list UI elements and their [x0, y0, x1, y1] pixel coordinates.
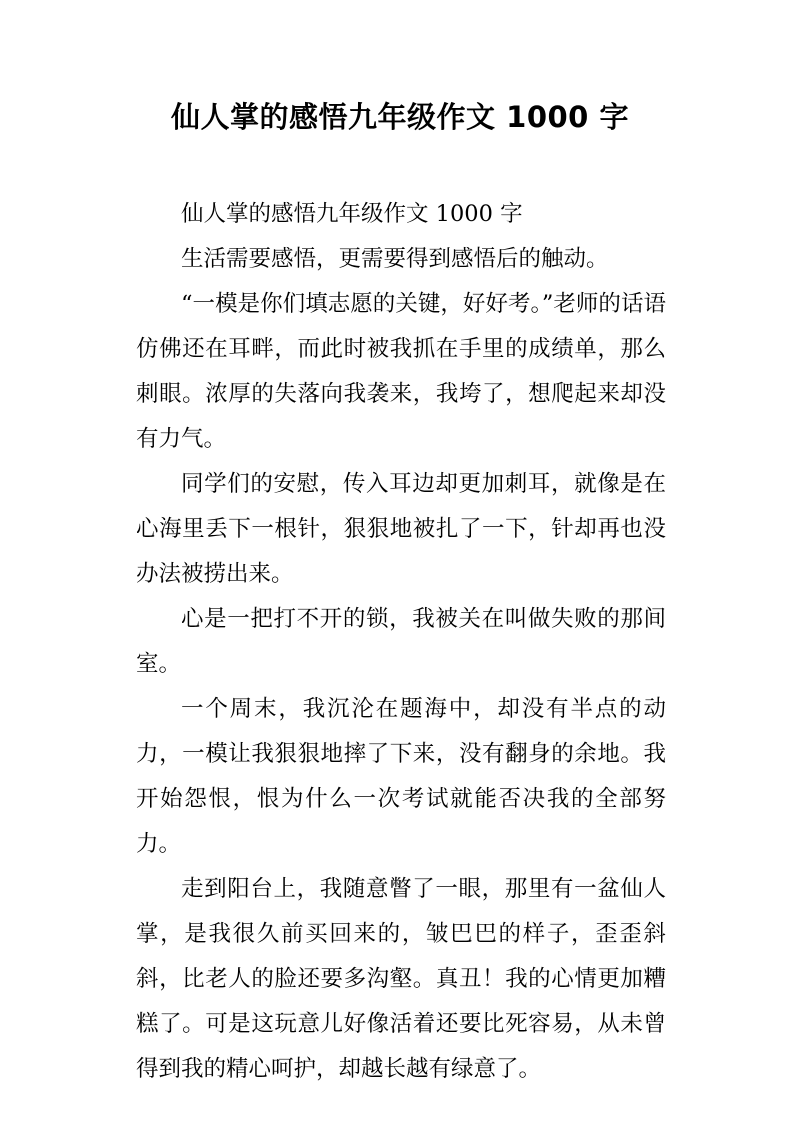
- document-title: 仙人掌的感悟九年级作文 1000 字: [171, 100, 629, 134]
- paragraph: “一模是你们填志愿的关键，好好考。”老师的话语仿佛还在耳畔，而此时被我抓在手里的成绩单，那么刺眼。浓厚的失落向我袭来，我垮了，想爬起来却没有力气。: [136, 291, 666, 452]
- paragraph-subtitle: 仙人掌的感悟九年级作文 1000 字: [181, 201, 523, 227]
- paragraph: 同学们的安慰，传入耳边却更加刺耳，就像是在心海里丢下一根针，狠狠地被扎了一下，针却再也没办法被捞出来。: [136, 471, 666, 587]
- paragraph: 一个周末，我沉沦在题海中，却没有半点的动力，一模让我狠狠地摔了下来，没有翻身的余地。我开始怨恨，恨为什么一次考试就能否决我的全部努力。: [136, 696, 666, 857]
- paragraph: 走到阳台上，我随意瞥了一眼，那里有一盆仙人掌，是我很久前买回来的，皱巴巴的样子，歪歪斜斜，比老人的脸还要多沟壑。真丑！我的心情更加糟糕了。可是这玩意儿好像活着还要比死容易，从未曾得到我的精心呵护，却越长越有绿意了。: [136, 876, 666, 1082]
- document-body: [136, 192, 666, 1092]
- paragraph: 生活需要感悟，更需要得到感悟后的触动。: [181, 246, 609, 272]
- paragraph: 心是一把打不开的锁，我被关在叫做失败的那间室。: [136, 606, 666, 677]
